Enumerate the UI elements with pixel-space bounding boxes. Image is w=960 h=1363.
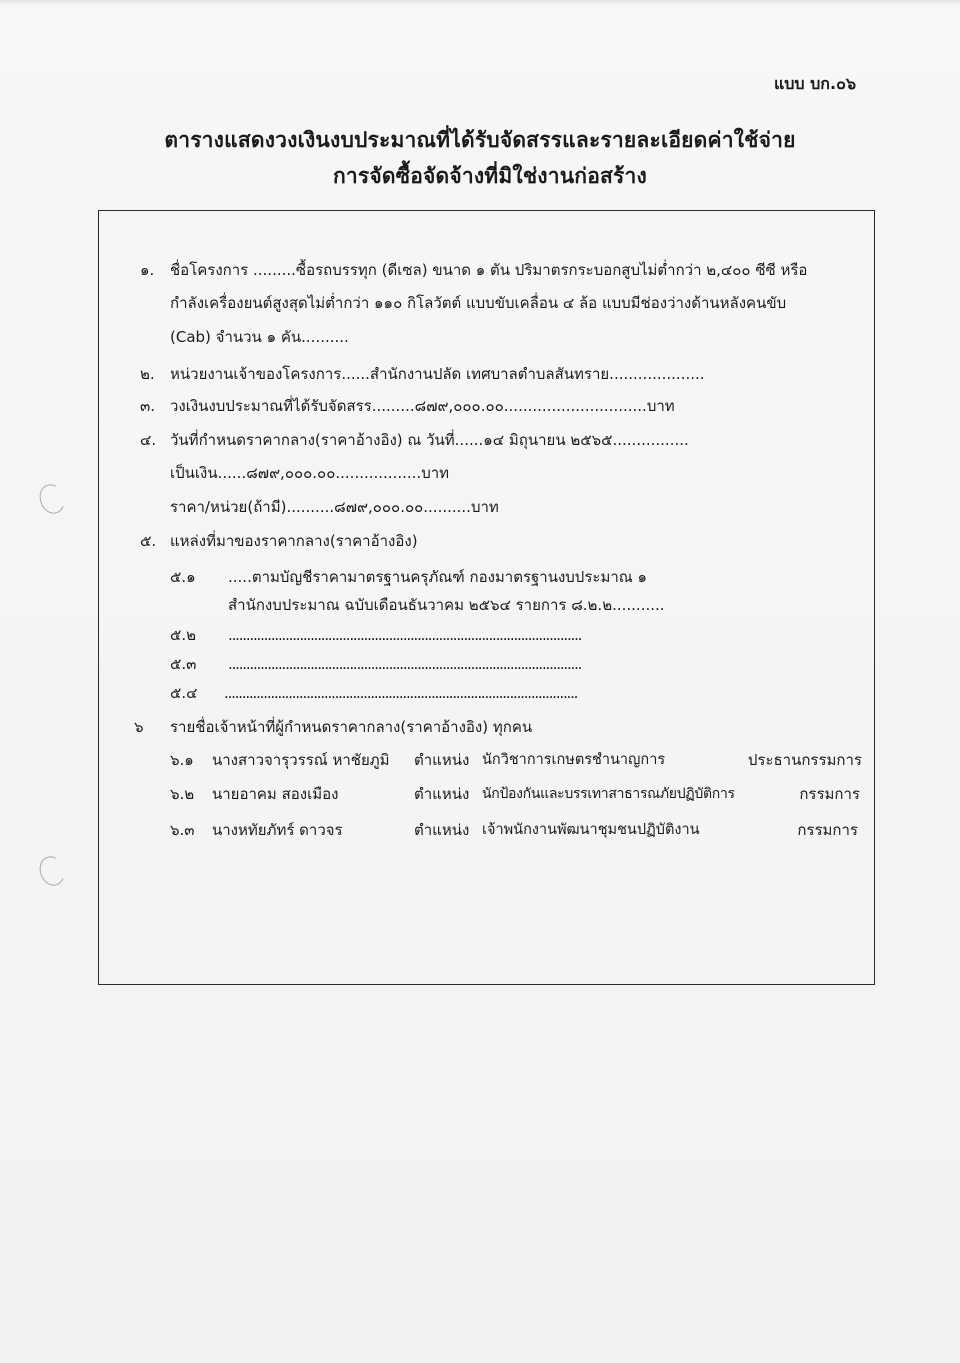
scan-edge xyxy=(0,0,960,6)
budget-amount: วงเงินงบประมาณที่ได้รับจัดสรร.........๘๗๙,๐๐๐.๐๐..............................บาท xyxy=(170,397,675,415)
punch-hole-icon xyxy=(36,481,69,517)
member-role: กรรมการ xyxy=(799,785,860,803)
member-position: นักวิชาการเกษตรชำนาญการ xyxy=(482,752,666,768)
member-number: ๖.๑ xyxy=(170,751,194,769)
member-position: นักป้องกันและบรรเทาสาธารณภัยปฏิบัติการ xyxy=(482,786,735,802)
punch-hole-icon xyxy=(36,853,69,889)
reference-price-date: วันที่กำหนดราคากลาง(ราคาอ้างอิง) ณ วันที่......๑๔ มิถุนายน ๒๕๖๕................ xyxy=(170,431,689,449)
member-position-label: ตำแหน่ง xyxy=(414,785,470,803)
item-number: ๑. xyxy=(140,261,155,279)
project-name-line: ชื่อโครงการ .........ซื้อรถบรรทุก (ดีเซล) ขนาด ๑ ตัน ปริมาตรกระบอกสูบไม่ต่ำกว่า ๒,๔๐๐ ซีซี หรือ xyxy=(170,261,808,279)
project-name-line: กำลังเครื่องยนต์สูงสุดไม่ต่ำกว่า ๑๑๐ กิโลวัตต์ แบบขับเคลื่อน ๔ ล้อ แบบมีช่องว่างด้านหลังคนขับ xyxy=(170,294,787,312)
sub-item-number: ๕.๔ xyxy=(170,684,198,702)
document-subtitle: การจัดซื้อจัดจ้างที่มิใช่งานก่อสร้าง xyxy=(333,164,647,188)
member-number: ๖.๓ xyxy=(170,821,195,839)
item-number: ๒. xyxy=(140,365,155,383)
item-number: ๓. xyxy=(140,397,156,415)
member-number: ๖.๒ xyxy=(170,785,195,803)
price-source-blank: ................................................................................................... xyxy=(228,626,582,644)
item-number: ๖ xyxy=(134,718,144,736)
member-role: ประธานกรรมการ xyxy=(747,751,862,769)
item-number: ๔. xyxy=(140,431,157,449)
item-number: ๕. xyxy=(140,532,157,550)
sub-item-number: ๕.๒ xyxy=(170,626,197,644)
document-title: ตารางแสดงวงเงินงบประมาณที่ได้รับจัดสรรและรายละเอียดค่าใช้จ่าย xyxy=(164,128,796,152)
project-name-line: (Cab) จำนวน ๑ คัน.......... xyxy=(170,328,349,346)
form-code: แบบ บก.๐๖ xyxy=(773,74,856,93)
member-name: นางหทัยภัทร์ ดาวจร xyxy=(212,821,343,839)
reference-price-total: เป็นเงิน......๘๗๙,๐๐๐.๐๐..................บาท xyxy=(170,464,450,482)
member-role: กรรมการ xyxy=(797,821,858,839)
price-source-blank: ................................................................................................... xyxy=(228,655,582,673)
price-source-heading: แหล่งที่มาของราคากลาง(ราคาอ้างอิง) xyxy=(170,532,418,550)
member-position-label: ตำแหน่ง xyxy=(414,751,470,769)
member-name: นางสาวจารุวรรณ์ หาชัยภูมิ xyxy=(212,751,390,769)
sub-item-number: ๕.๓ xyxy=(170,655,197,673)
member-position: เจ้าพนักงานพัฒนาชุมชนปฏิบัติงาน xyxy=(482,822,700,838)
price-source-line: .....ตามบัญชีราคามาตรฐานครุภัณฑ์ กองมาตรฐานงบประมาณ ๑ xyxy=(228,568,647,586)
owner-agency: หน่วยงานเจ้าของโครงการ......สำนักงานปลัด เทศบาลตำบลสันทราย.................... xyxy=(170,365,705,383)
member-name: นายอาคม สองเมือง xyxy=(212,785,339,803)
reference-price-unit: ราคา/หน่วย(ถ้ามี)..........๘๗๙,๐๐๐.๐๐..........บาท xyxy=(170,498,499,516)
committee-heading: รายชื่อเจ้าหน้าที่ผู้กำหนดราคากลาง(ราคาอ้างอิง) ทุกคน xyxy=(170,718,533,736)
price-source-line: สำนักงบประมาณ ฉบับเดือนธันวาคม ๒๕๖๔ รายการ ๘.๒.๒........... xyxy=(228,596,665,614)
price-source-blank: ................................................................................................... xyxy=(224,684,578,702)
sub-item-number: ๕.๑ xyxy=(170,568,196,586)
member-position-label: ตำแหน่ง xyxy=(414,821,470,839)
